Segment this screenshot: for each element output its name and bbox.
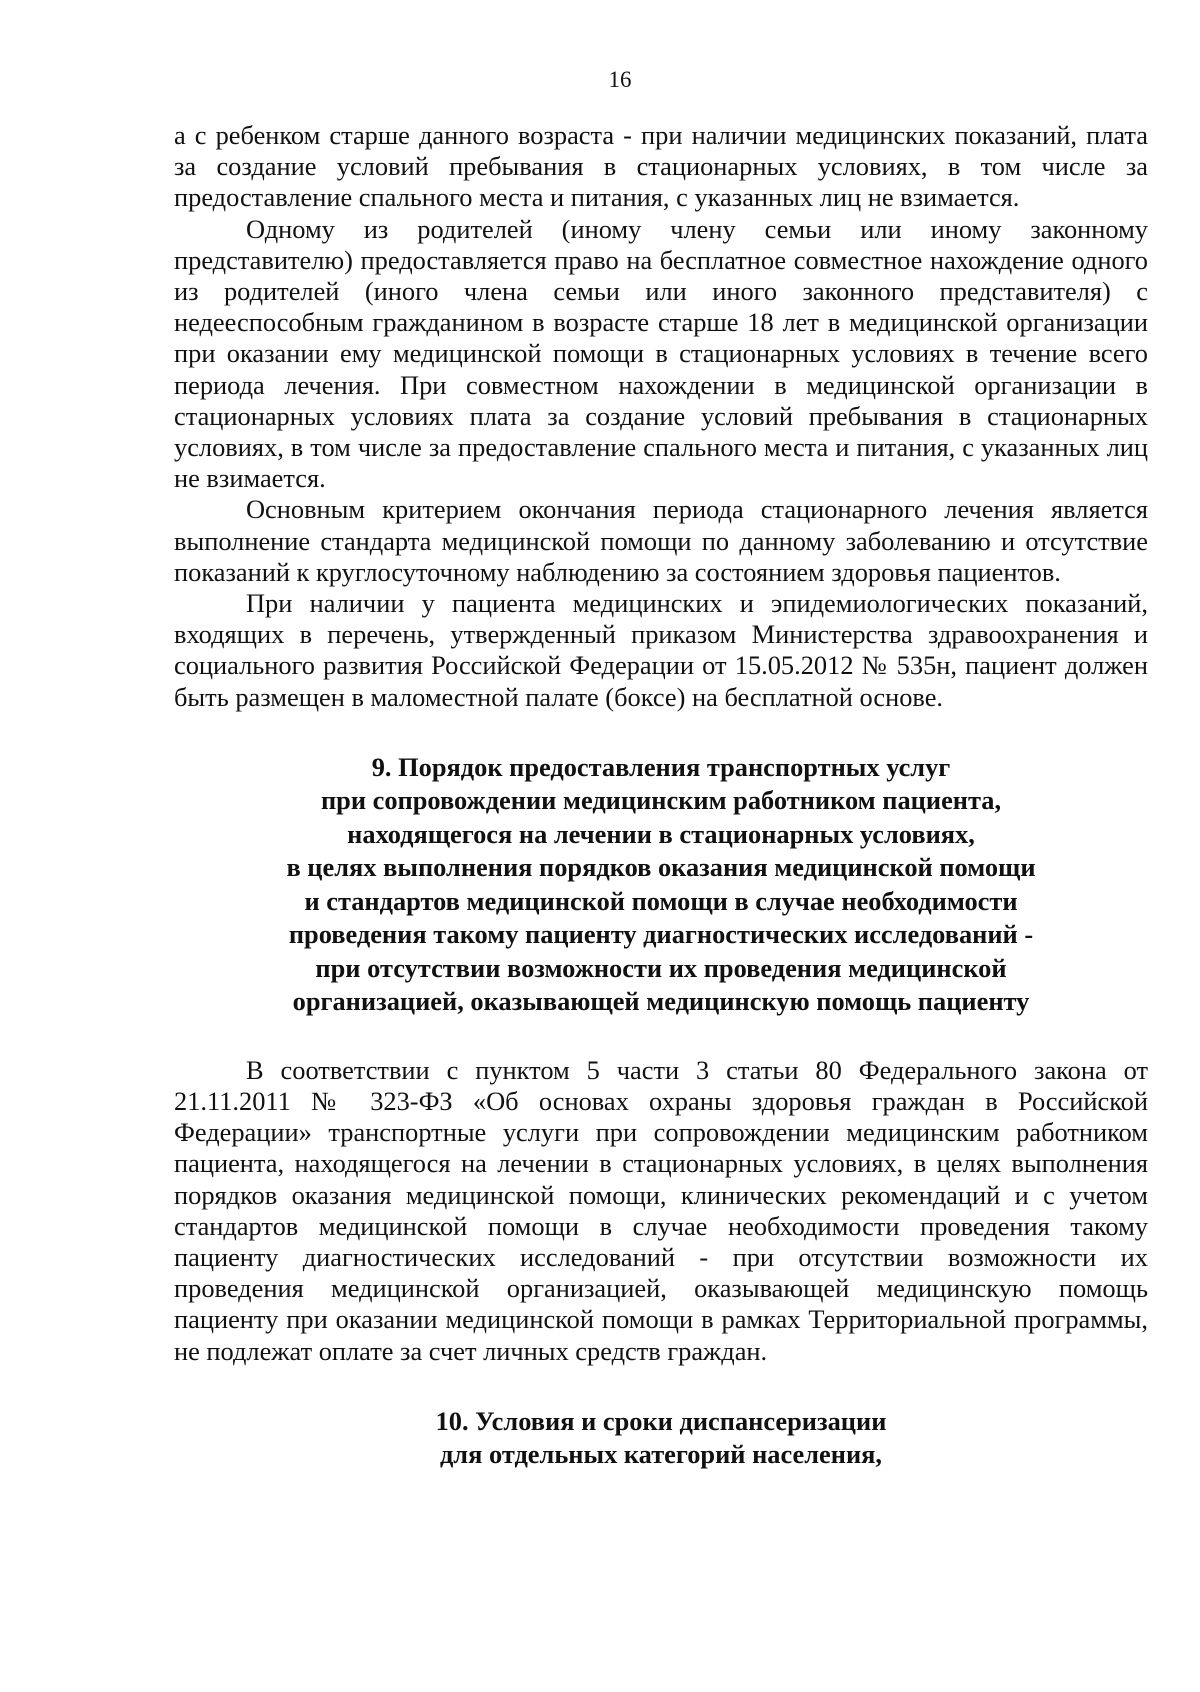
heading-line: при отсутствии возможности их проведения медицинской [315,952,1007,983]
heading-line: для отдельных категорий населения, [439,1439,883,1470]
heading-line: находящегося на лечении в стационарных условиях, [347,818,975,849]
heading-line: 10. Условия и сроки диспансеризации [435,1405,887,1436]
section-9-heading [174,751,1148,1019]
section-9-body: В соответствии с пунктом 5 части 3 статьи 80 Федерального закона от 21.11.2011 № 323-ФЗ «Об основах охраны здоровья граждан в Российской Федерации» транспортные услуги при сопровождении медицинским работником пациента, находящегося на лечении в стационарных условиях, в целях выполнения порядков оказания медицинской помощи, клинических рекомендаций и с учетом стандартов медицинской помощи в случае необходимости проведения такому пациенту диагностических исследований - при отсутствии возможности их проведения медицинской организацией, оказывающей медицинскую помощь пациенту при оказании медицинской помощи в рамках Территориальной программы, не подлежат оплате за счет личных средств граждан. [174,1054,1148,1366]
paragraph-continuation: а с ребенком старше данного возраста - при наличии медицинских показаний, плата за создание условий пребывания в стационарных условиях, в том числе за предоставление спального места и питания, с указанных лиц не взимается. [174,120,1148,213]
heading-line: и стандартов медицинской помощи в случае необходимости [304,885,1018,916]
heading-line: при сопровождении медицинским работником пациента, [320,785,1002,816]
paragraph-joint-stay: Одному из родителей (иному члену семьи или иному законному представителю) предоставляется право на бесплатное совместное нахождение одного из родителей (иного члена семьи или иного законного представителя) с недееспособным гражданином в возрасте старше 18 лет в медицинской организации при оказании ему медицинской помощи в стационарных условиях в течение всего периода лечения. При совместном нахождении в медицинской организации в стационарных условиях плата за создание условий пребывания в стационарных условиях, в том числе за предоставление спального места и питания, с указанных лиц не взимается. [174,213,1148,494]
paragraph-discharge-criterion: Основным критерием окончания периода стационарного лечения является выполнение стандарта медицинской помощи по данному заболеванию и отсутствие показаний к круглосуточному наблюдению за состоянием здоровья пациентов. [174,494,1148,587]
page-number: 16 [608,67,632,92]
heading-line: 9. Порядок предоставления транспортных услуг [371,751,951,782]
heading-line: проведения такому пациенту диагностических исследований - [288,919,1034,950]
section-10-heading [174,1405,1148,1472]
document-body [174,120,1148,1472]
heading-line: организацией, оказывающей медицинскую помощь пациенту [292,986,1030,1017]
paragraph-isolation-ward: При наличии у пациента медицинских и эпидемиологических показаний, входящих в перечень, утвержденный приказом Министерства здравоохранения и социального развития Российской Федерации от 15.05.2012 № 535н, пациент должен быть размещен в маломестной палате (боксе) на бесплатной основе. [174,588,1148,712]
heading-line: в целях выполнения порядков оказания медицинской помощи [286,852,1036,883]
